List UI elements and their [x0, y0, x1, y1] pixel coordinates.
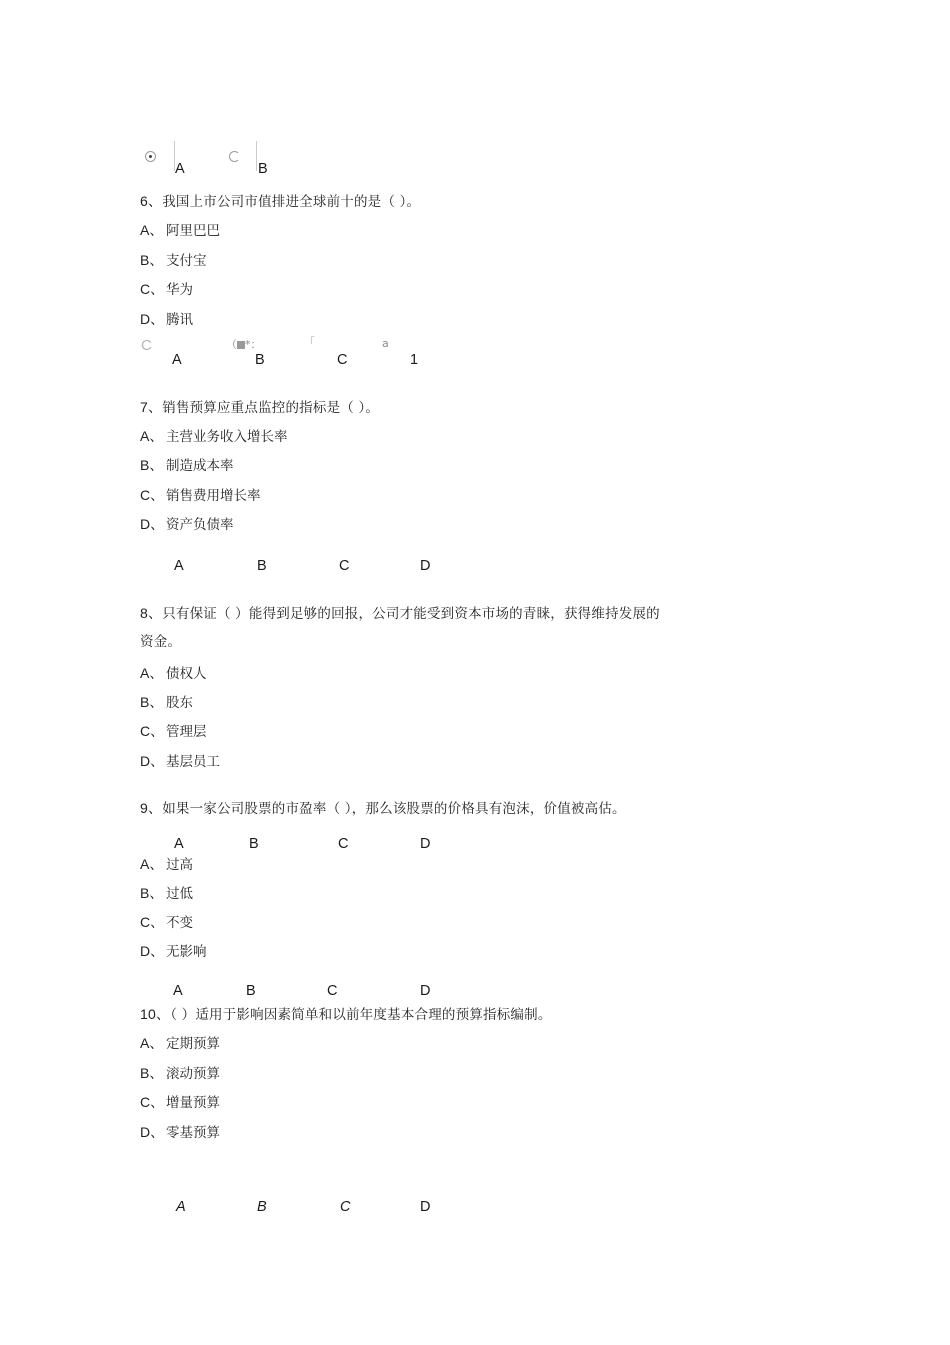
- radio-b-icon[interactable]: [229, 151, 240, 162]
- option-c[interactable]: C、 增量预算: [140, 1094, 220, 1111]
- answer-label-d[interactable]: D: [420, 836, 431, 852]
- answer-label-c[interactable]: C: [340, 1199, 351, 1215]
- answer-label-a[interactable]: A: [174, 836, 184, 852]
- faint-letter: C: [141, 337, 152, 354]
- answer-label-b: B: [258, 161, 268, 177]
- option-c[interactable]: C、 不变: [140, 914, 193, 931]
- question-text: 7、销售预算应重点监控的指标是（ ）。: [140, 399, 380, 416]
- option-d[interactable]: D、 腾讯: [140, 311, 193, 328]
- option-d[interactable]: D、 资产负债率: [140, 516, 234, 533]
- option-b[interactable]: B、 股东: [140, 694, 193, 711]
- radio-a-icon[interactable]: [145, 151, 156, 162]
- answer-label-b[interactable]: B: [257, 1199, 267, 1215]
- answer-label-d[interactable]: D: [420, 983, 431, 999]
- option-a[interactable]: A、 定期预算: [140, 1035, 220, 1052]
- answer-label-b[interactable]: B: [257, 558, 267, 574]
- question-text-continued: 资金。: [140, 634, 182, 650]
- option-b[interactable]: B、 支付宝: [140, 252, 207, 269]
- answer-label-d[interactable]: 1: [410, 352, 419, 368]
- question-text: 9、如果一家公司股票的市盈率（ ），那么该股票的价格具有泡沫，价值被高估。: [140, 800, 626, 817]
- option-b[interactable]: B、 过低: [140, 885, 193, 902]
- answer-label-a[interactable]: A: [176, 1199, 186, 1215]
- option-c[interactable]: C、 销售费用增长率: [140, 487, 261, 504]
- question-text: 8、只有保证（ ）能得到足够的回报，公司才能受到资本市场的青睐，获得维持发展的: [140, 605, 660, 622]
- answer-label-c[interactable]: C: [338, 836, 349, 852]
- answer-label-d[interactable]: D: [420, 1199, 431, 1215]
- answer-label-b[interactable]: B: [246, 983, 256, 999]
- question-text: 6、我国上市公司市值排进全球前十的是（ ）。: [140, 193, 421, 210]
- option-a[interactable]: A、 债权人: [140, 665, 207, 682]
- answer-label-b[interactable]: B: [249, 836, 259, 852]
- answer-label-a[interactable]: A: [174, 558, 184, 574]
- square-icon: [237, 341, 245, 349]
- faint-corner: 「: [304, 336, 315, 349]
- answer-label-a[interactable]: A: [172, 352, 182, 368]
- answer-label-c[interactable]: C: [339, 558, 350, 574]
- question-text: 10、（ ）适用于影响因素简单和以前年度基本合理的预算指标编制。: [140, 1006, 552, 1023]
- option-b[interactable]: B、 滚动预算: [140, 1065, 220, 1082]
- divider: [256, 141, 257, 171]
- answer-label-c[interactable]: C: [337, 352, 348, 368]
- answer-label-b[interactable]: B: [255, 352, 265, 368]
- faint-a: a: [382, 337, 389, 350]
- answer-label-c[interactable]: C: [327, 983, 338, 999]
- option-b[interactable]: B、 制造成本率: [140, 457, 234, 474]
- option-d[interactable]: D、 基层员工: [140, 753, 220, 770]
- option-a[interactable]: A、 阿里巴巴: [140, 222, 220, 239]
- option-a[interactable]: A、 过高: [140, 856, 193, 873]
- option-c[interactable]: C、 管理层: [140, 723, 207, 740]
- answer-label-d[interactable]: D: [420, 558, 431, 574]
- answer-label-a: A: [175, 161, 185, 177]
- option-d[interactable]: D、 零基预算: [140, 1124, 220, 1141]
- option-d[interactable]: D、 无影响: [140, 943, 207, 960]
- option-a[interactable]: A、 主营业务收入增长率: [140, 428, 288, 445]
- option-c[interactable]: C、 华为: [140, 281, 193, 298]
- faint-mark: （ *：: [226, 338, 262, 351]
- answer-label-a[interactable]: A: [173, 983, 183, 999]
